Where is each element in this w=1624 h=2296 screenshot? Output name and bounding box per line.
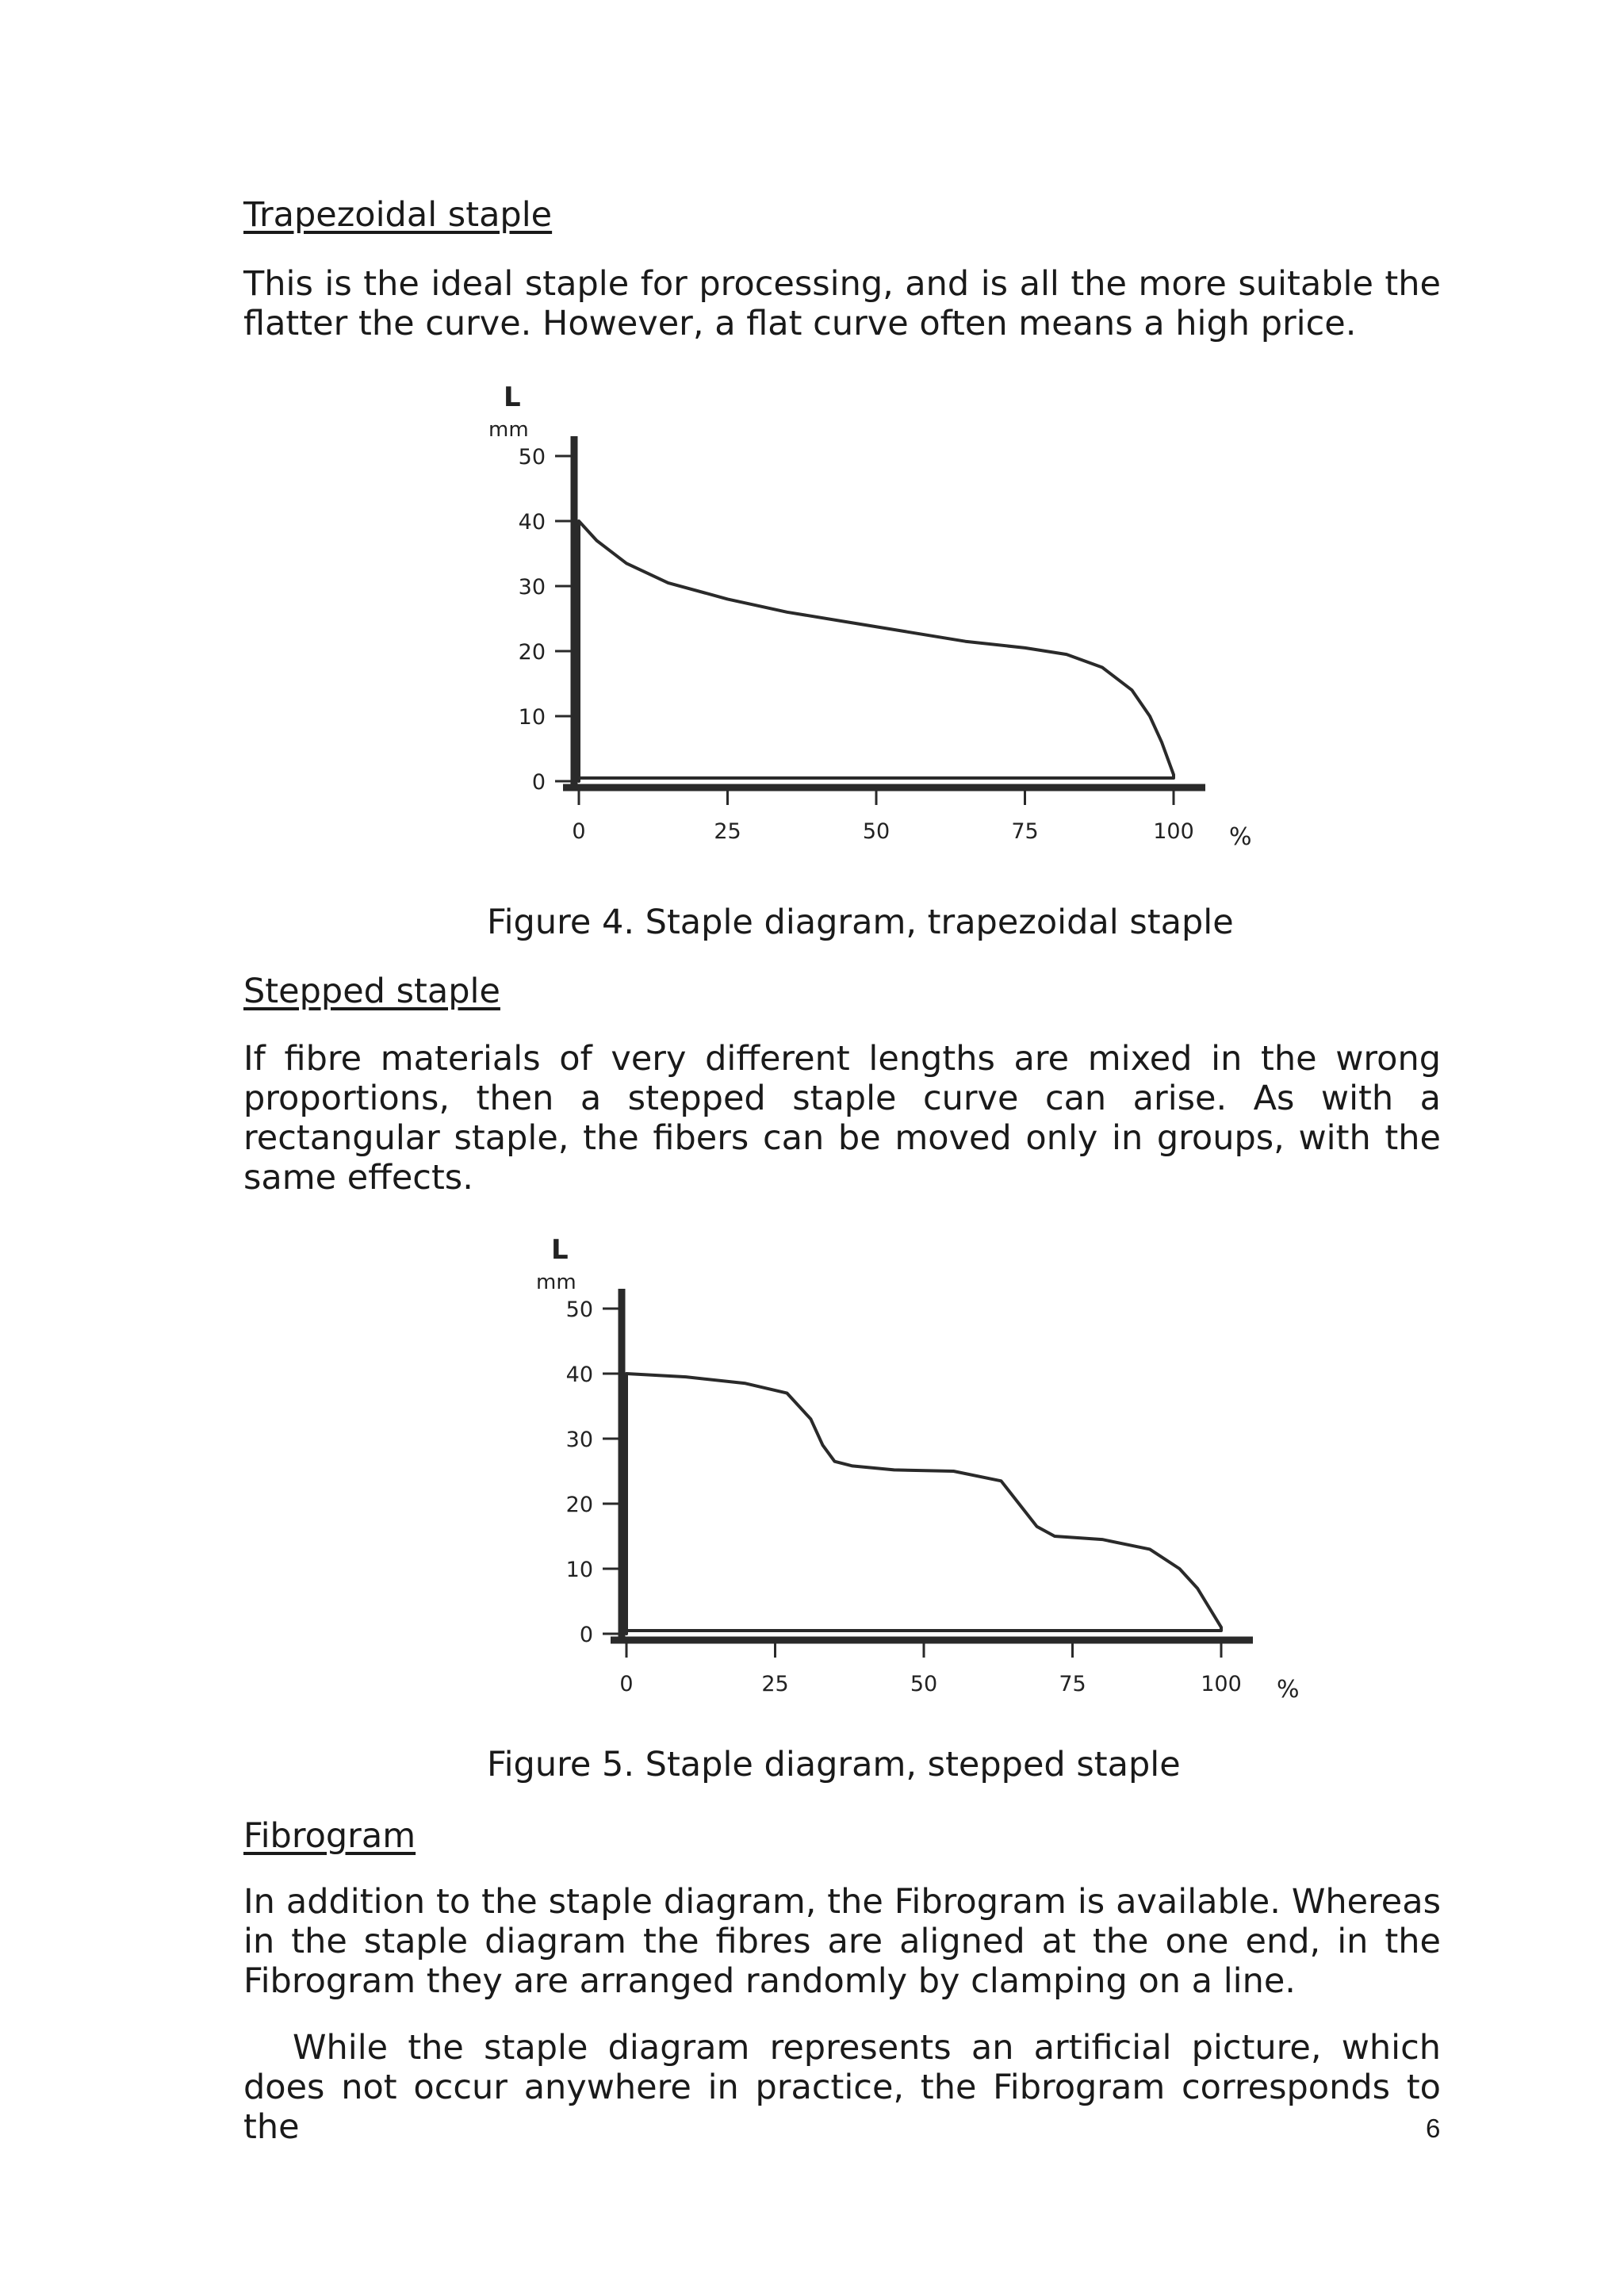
figure-4-caption: Figure 4. Staple diagram, trapezoidal staple [487,903,1234,942]
x-tick-label: 75 [1011,819,1039,844]
x-tick-label: 25 [761,1672,789,1696]
x-tick-label: 100 [1201,1672,1242,1696]
y-tick-label: 40 [565,1363,593,1387]
y-axis-unit: mm [536,1271,576,1294]
y-tick-label: 0 [531,770,546,795]
y-tick-label: 10 [565,1558,593,1582]
figure-5-chart [508,1225,1380,1717]
x-tick-label: 75 [1059,1672,1086,1696]
y-tick-label: 30 [565,1428,593,1452]
y-axis-label: L [551,1234,569,1266]
stepped-paragraph: If fibre materials of very different lengths are mixed in the wrong proportions, then a stepped staple curve can arise. As with a rectangular staple, the fibers can be moved only in groups, with the same effects. [243,1039,1441,1198]
x-axis-unit: % [1229,823,1252,851]
section-heading-fibrogram: Fibrogram [243,1816,416,1856]
x-tick-label: 0 [572,819,586,844]
x-axis-unit: % [1277,1676,1300,1704]
x-tick-label: 25 [714,819,741,844]
y-tick-label: 40 [518,510,546,535]
y-tick-label: 20 [565,1493,593,1517]
y-axis-label: L [504,381,521,413]
staple-curve [579,521,1174,781]
trapezoidal-paragraph: This is the ideal staple for processing, and is all the more suitable the flatter the curve. However, a flat curve often means a high price. [243,264,1441,343]
y-tick-label: 20 [518,640,546,665]
y-tick-label: 50 [565,1297,593,1322]
y-tick-label: 30 [518,575,546,600]
fibrogram-paragraph-2: While the staple diagram represents an artificial picture, which does not occur anywhere in practice, the Fibrogram corresponds to the [243,2028,1441,2147]
x-tick-label: 50 [910,1672,938,1696]
y-axis-unit: mm [488,418,529,442]
x-tick-label: 0 [619,1672,634,1696]
staple-curve [626,1374,1221,1634]
page-number: 6 [1426,2114,1441,2143]
y-tick-label: 10 [518,705,546,730]
y-tick-label: 0 [579,1623,593,1647]
x-tick-label: 100 [1153,819,1194,844]
figure-4-chart [460,373,1332,864]
figure-5-caption: Figure 5. Staple diagram, stepped staple [487,1745,1181,1784]
section-heading-trapezoidal: Trapezoidal staple [243,195,553,235]
y-tick-label: 50 [518,445,546,470]
fibrogram-paragraph-1: In addition to the staple diagram, the Fibrogram is available. Whereas in the staple diagram the fibres are aligned at the one end, in the Fibrogram they are arranged randomly by clamping on a line. [243,1882,1441,2001]
section-heading-stepped: Stepped staple [243,972,500,1011]
x-tick-label: 50 [862,819,891,844]
